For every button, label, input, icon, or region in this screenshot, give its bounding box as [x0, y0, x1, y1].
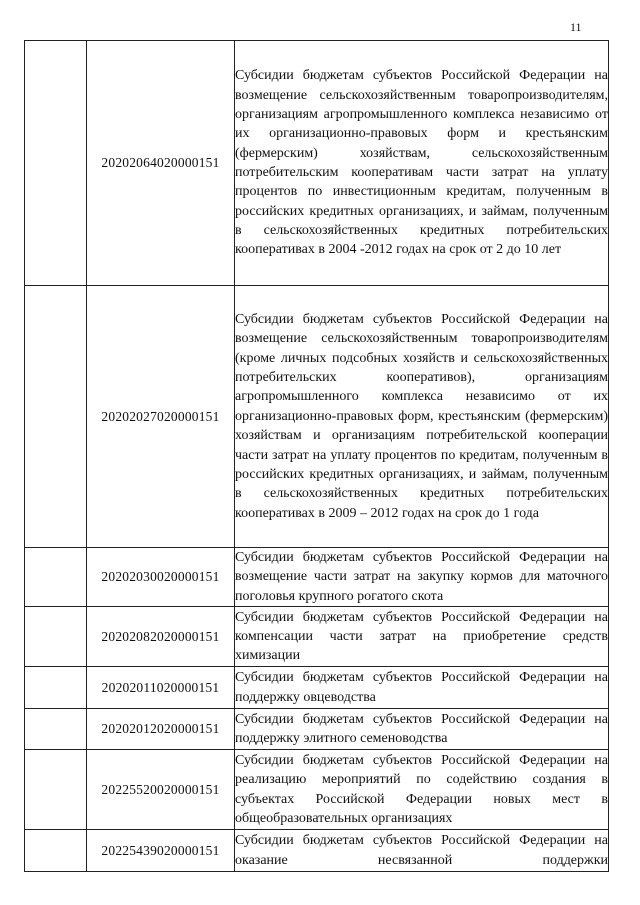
description-cell: Субсидии бюджетам субъектов Российской Федерации на возмещение сельскохозяйственным товаропроизводителям (кроме личных подсобных хозяйств и сельскохозяйственных потребительских кооперативов), организациям агропромышленного комплекса независимо от их организационно-правовых форм, крестьянским (фермерским) хозяйствам и организациям потребительской кооперации части затрат на уплату процентов по кредитам, полученным в российских кредитных организациях, и займам, полученным в сельскохозяйственных кредитных потребительских кооперативах в 2009 – 2012 годах на срок до 1 года [235, 286, 609, 548]
table-row [25, 607, 609, 667]
table-row [25, 286, 609, 548]
description-cell: Субсидии бюджетам субъектов Российской Федерации на реализацию мероприятий по содействию создания в субъектах Российской Федерации новых мест в общеобразовательных организациях [235, 750, 609, 830]
description-cell: Субсидии бюджетам субъектов Российской Федерации на возмещение части затрат на закупку кормов для маточного поголовья крупного рогатого скота [235, 548, 609, 607]
table-row [25, 667, 609, 709]
code-cell: 20225520020000151 [87, 750, 235, 830]
description-cell: Субсидии бюджетам субъектов Российской Федерации на поддержку овцеводства [235, 667, 609, 709]
code-cell: 20202027020000151 [87, 286, 235, 548]
blank-cell [25, 286, 87, 548]
description-cell: Субсидии бюджетам субъектов Российской Федерации на поддержку элитного семеноводства [235, 709, 609, 750]
table-row [25, 709, 609, 750]
blank-cell [25, 830, 87, 872]
blank-cell [25, 750, 87, 830]
code-cell: 20202011020000151 [87, 667, 235, 709]
code-cell: 20225439020000151 [87, 830, 235, 872]
code-cell: 20202012020000151 [87, 709, 235, 750]
code-cell: 20202082020000151 [87, 607, 235, 667]
blank-cell [25, 607, 87, 667]
table-row [25, 750, 609, 830]
table-row [25, 41, 609, 286]
blank-cell [25, 709, 87, 750]
code-cell: 20202030020000151 [87, 548, 235, 607]
description-cell: Субсидии бюджетам субъектов Российской Федерации на оказание несвязанной поддержки [235, 830, 609, 872]
description-cell: Субсидии бюджетам субъектов Российской Федерации на возмещение сельскохозяйственным товаропроизводителям, организациям агропромышленного комплекса независимо от их организационно-правовых форм и крестьянским (фермерским) хозяйствам, сельскохозяйственным потребительским кооперативам части затрат на уплату процентов по инвестиционным кредитам, полученным в российских кредитных организациях, и займам, полученным в сельскохозяйственных кредитных потребительских кооперативах в 2004 -2012 годах на срок от 2 до 10 лет [235, 41, 609, 286]
description-cell: Субсидии бюджетам субъектов Российской Федерации на компенсации части затрат на приобретение средств химизации [235, 607, 609, 667]
blank-cell [25, 548, 87, 607]
page-number: 11 [570, 20, 582, 34]
code-cell: 20202064020000151 [87, 41, 235, 286]
table-row [25, 548, 609, 607]
blank-cell [25, 667, 87, 709]
blank-cell [25, 41, 87, 286]
table-row [25, 830, 609, 872]
budget-classification-table [24, 40, 609, 872]
